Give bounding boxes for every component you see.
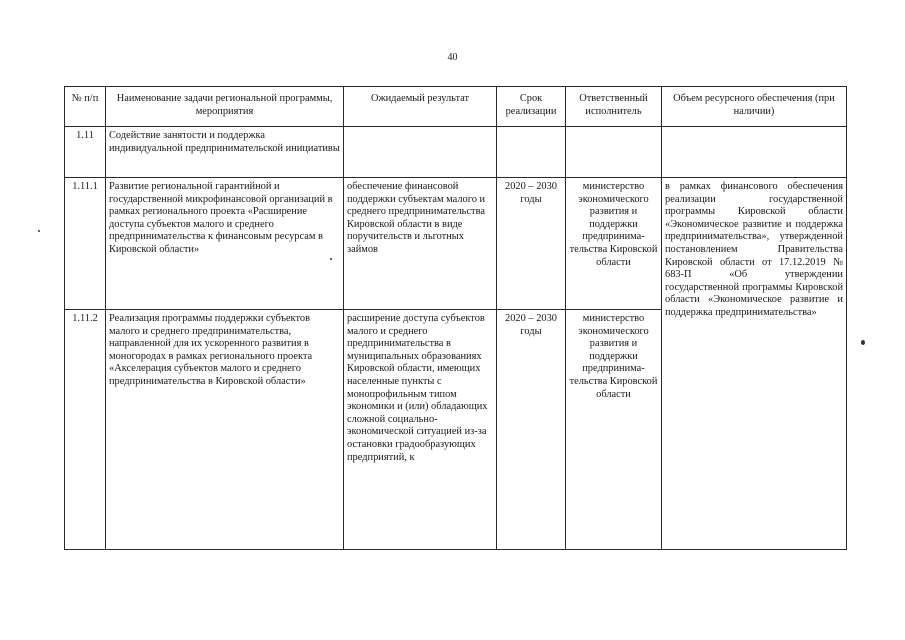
- term-cell: 2020 – 2030 годы: [497, 310, 566, 550]
- scan-speck: [38, 230, 40, 232]
- header-number: № п/п: [65, 87, 106, 127]
- expected-result-cell: расширение доступа субъектов малого и среднего предпринимательства в муниципальных образованиях Кировской области, имеющих населенные пункты с монопрофильным типом экономики и (или) обладающих сложной социально-экономической ситуацией из-за остановки градообразующих предприятий, к: [344, 310, 497, 550]
- table-row: [65, 127, 847, 178]
- program-activities-table: [64, 86, 847, 550]
- row-number: 1.11: [65, 127, 106, 178]
- table-header-row: [65, 87, 847, 127]
- resources-cell: [662, 127, 847, 178]
- executor-cell: [566, 127, 662, 178]
- page-number: 40: [447, 52, 458, 63]
- executor-cell: министерство экономического развития и поддержки предпринима-тельства Кировской области: [566, 310, 662, 550]
- header-expected-result: Ожидаемый результат: [344, 87, 497, 127]
- term-cell: 2020 – 2030 годы: [497, 178, 566, 310]
- scan-speck: [861, 340, 865, 345]
- header-task-name: Наименование задачи региональной программы, мероприятия: [106, 87, 344, 127]
- row-number: 1.11.2: [65, 310, 106, 550]
- expected-result-cell: [344, 127, 497, 178]
- header-executor: Ответственный исполнитель: [566, 87, 662, 127]
- resources-cell: в рамках финансового обеспечения реализации государственной программы Кировской области «Экономическое развитие и поддержка предпринимательства», утвержденной постановлением Правительства Кировской области от 17.12.2019 № 683-П «Об утверждении государственной программы Кировской области «Экономическое развитие и поддержка предпринимательства»: [662, 178, 847, 550]
- term-cell: [497, 127, 566, 178]
- scan-speck: [330, 258, 332, 260]
- table-row: [65, 178, 847, 310]
- row-number: 1.11.1: [65, 178, 106, 310]
- task-name-cell: Содействие занятости и поддержка индивидуальной предпринимательской инициативы: [106, 127, 344, 178]
- expected-result-cell: обеспечение финансовой поддержки субъектам малого и среднего предпринимательства Кировской области в виде поручительств и льготных займов: [344, 178, 497, 310]
- executor-cell: министерство экономического развития и поддержки предпринима-тельства Кировской области: [566, 178, 662, 310]
- task-name-cell: Развитие региональной гарантийной и государственной микрофинансовой организаций в рамках регионального проекта «Расширение доступа субъектов малого и среднего предпринимательства к финансовым ресурсам в Кировской области»: [106, 178, 344, 310]
- task-name-cell: Реализация программы поддержки субъектов малого и среднего предпринимательства, направленной для их ускоренного развития в моногородах в рамках регионального проекта «Акселерация субъектов малого и среднего предпринимательства в Кировской области»: [106, 310, 344, 550]
- header-resources: Объем ресурсного обеспечения (при наличии): [662, 87, 847, 127]
- header-term: Срок реализации: [497, 87, 566, 127]
